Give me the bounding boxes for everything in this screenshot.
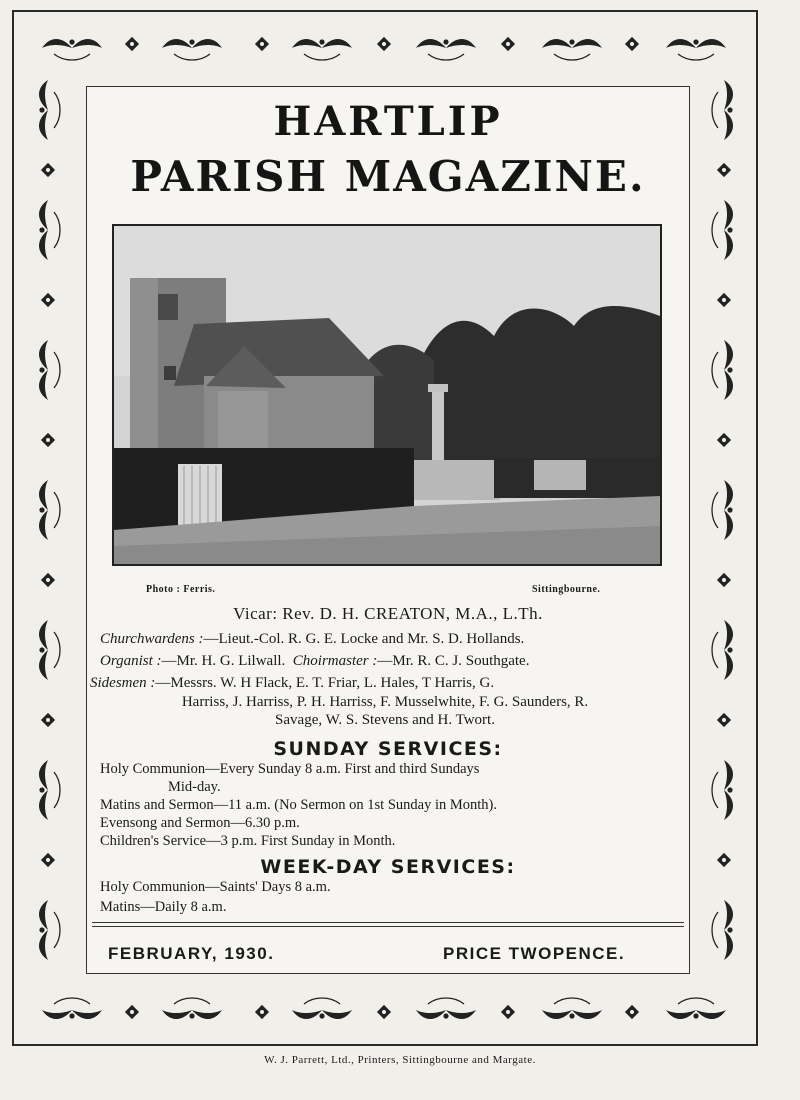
choirmaster-label: Choirmaster : — [292, 653, 378, 669]
photo-credit: Photo : Ferris. — [146, 584, 216, 595]
organist-label: Organist : — [100, 653, 162, 669]
masthead-title-parish-magazine: PARISH MAGAZINE. — [130, 152, 646, 201]
church-photograph — [112, 224, 662, 566]
sunday-holy-communion: Holy Communion—Every Sunday 8 a.m. First and third Sundays — [100, 761, 480, 777]
vicar-line: Vicar: Rev. D. H. CREATON, M.A., L.Th. — [233, 604, 543, 623]
sunday-services-heading: SUNDAY SERVICES: — [273, 738, 503, 760]
sidesmen-line-2: Harriss, J. Harriss, P. H. Harriss, F. Musselwhite, F. G. Saunders, R. — [181, 694, 589, 710]
weekday-holy-communion: Holy Communion—Saints' Days 8 a.m. — [100, 879, 331, 895]
sunday-holy-communion-continued: Mid-day. — [168, 779, 221, 795]
issue-price: PRICE TWOPENCE. — [443, 944, 626, 963]
choirmaster-name: —Mr. R. C. J. Southgate. — [377, 653, 530, 669]
sidesmen-label: Sidesmen : — [90, 675, 156, 691]
sidesmen-names-1: —Messrs. W. H Flack, E. T. Friar, L. Hales, T Harris, G. — [155, 675, 495, 691]
weekday-services-heading: WEEK-DAY SERVICES: — [260, 856, 516, 878]
printer-imprint: W. J. Parrett, Ltd., Printers, Sittingbourne and Margate. — [264, 1054, 536, 1066]
sunday-evensong-sermon: Evensong and Sermon—6.30 p.m. — [100, 815, 300, 831]
weekday-matins: Matins—Daily 8 a.m. — [100, 899, 227, 915]
photo-location: Sittingbourne. — [532, 584, 601, 595]
issue-month: FEBRUARY, 1930. — [108, 944, 275, 963]
organist-name: —Mr. H. G. Lilwall. — [161, 653, 286, 669]
sunday-matins-sermon: Matins and Sermon—11 a.m. (No Sermon on 1st Sunday in Month). — [100, 797, 497, 813]
divider-rule-top — [92, 922, 684, 923]
masthead-title-hartlip: HARTLIP — [273, 98, 503, 145]
divider-rule-bottom — [92, 926, 684, 927]
churchwardens-names: —Lieut.-Col. R. G. E. Locke and Mr. S. D. Hollands. — [203, 631, 525, 647]
organist-choirmaster-line — [100, 653, 680, 670]
sidesmen-line-3: Savage, W. S. Stevens and H. Twort. — [275, 712, 495, 728]
sidesmen-line-1 — [90, 675, 680, 692]
churchwardens-line — [100, 631, 680, 648]
sunday-childrens-service: Children's Service—3 p.m. First Sunday in Month. — [100, 833, 396, 849]
churchwardens-label: Churchwardens : — [100, 631, 204, 647]
